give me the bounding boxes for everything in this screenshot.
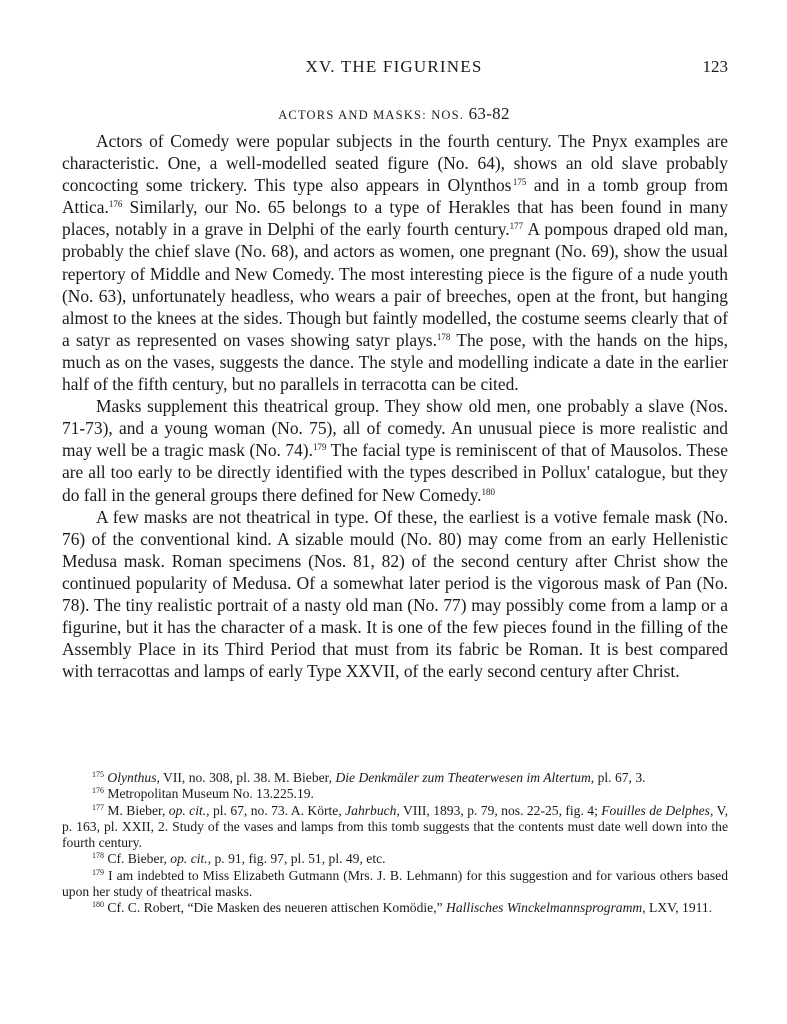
paragraph-1-part-2: and in a tomb group from Attica. [62,175,728,218]
paragraph-1-part-5: The pose, with the hands on the hips, much as on the vases, suggests the dance. The style and modelling indicate a date in the earlier half of the fifth century, but no parallels in terracotta can be cited. [62,329,728,395]
footnote-ref-177: 177 [509,221,524,232]
footnote-number: 175 [92,770,104,779]
footnote-text: Cf. C. Robert, “Die Masken des neueren attischen Komödie,” [107,900,447,916]
footnote-ref-180: 180 [481,486,495,497]
paragraph-1-part-4: A pompous draped old man, probably the chief slave (No. 68), and actors as women, one pregnant (No. 69), show the usual repertory of Middle and New Comedy. The most interesting piece is the figure of a nude youth (No. 63), unfortunately headless, who wears a pair of breeches, open at the front, but hanging almost to the knees at the sides. Though but faintly modelled, the costume seems clearly that of a satyr as represented on vases showing satyr plays. [62,219,728,350]
footnote-italic: Hallisches Winckelmannsprogramm [446,900,643,916]
footnote-175 [62,770,728,786]
footnote-ref-175: 175 [512,177,527,188]
footnote-number: 176 [92,786,104,796]
footnote-text: I am indebted to Miss Elizabeth Gutmann (Mrs. J. B. Lehmann) for this suggestion and for various others based upon her study of theatrical masks. [62,867,728,900]
footnote-ref-176: 176 [108,199,123,210]
footnote-text: , VII, no. 308, pl. 38. M. Bieber, [156,770,336,785]
footnote-text: M. Bieber, [107,802,169,818]
footnote-italic: Fouilles de Delphes [601,802,710,818]
footnote-178 [62,851,728,867]
footnote-179 [62,868,728,901]
running-title: XV. THE FIGURINES [305,57,483,76]
footnote-176 [62,786,728,802]
footnote-number: 179 [92,867,104,877]
footnote-italic: Olynthus [107,770,157,785]
footnote-number: 178 [92,851,104,861]
footnote-180 [62,900,728,916]
paragraph-3: A few masks are not theatrical in type. Of these, the earliest is a votive female mask (No. 76) of the conventional kind. A sizable mould (No. 80) may come from an early Hellenistic Medusa mask. Roman specimens (Nos. 81, 82) of the second century after Christ show the continued popularity of Medusa. Of a somewhat later period is the vigorous mask of Pan (No. 78). The tiny realistic portrait of a nasty old man (No. 77) may possibly come from a lamp or a figurine, but it has the character of a mask. It is one of the few pieces found in the filling of the Assembly Place in its Third Period that must from its fabric be Roman. It is best compared with terracottas and lamps of early Type XXVII, of the early second century after Christ. [62,506,728,682]
paragraph-1-part-3: Similarly, our No. 65 belongs to a type of Herakles that has been found in many places, notably in a grave in Delphi of the early fourth century. [62,197,728,240]
footnotes [62,770,728,917]
footnote-italic: op. cit. [168,802,207,818]
section-title-caps: ACTORS AND MASKS: NOS. [278,108,465,122]
footnote-text: , p. 91, fig. 97, pl. 51, pl. 49, etc. [207,851,386,867]
footnote-text: , pl. 67, no. 73. A. Körte, [206,802,346,818]
paragraph-2-part-2: The facial type is reminiscent of that of Mausolos. These are all too early to be directly identified with the types described in Pollux' catalogue, but they do fall in the general groups there defined for New Comedy. [62,440,728,505]
footnote-text: , pl. 67, 3. [590,770,646,785]
footnote-number: 180 [92,900,104,910]
footnote-italic: op. cit. [170,851,208,867]
footnote-177 [62,803,728,852]
section-title [60,104,728,124]
footnote-ref-178: 178 [436,331,451,342]
page-number: 123 [702,57,728,76]
running-head [60,57,728,81]
footnote-text: Cf. Bieber, [107,851,171,867]
paragraph-2-part-1: Masks supplement this theatrical group. They show old men, one probably a slave (Nos. 71-73), and a young woman (No. 75), all of comedy. An unusual piece is more realistic and may well be a tragic mask (No. 74). [62,396,728,461]
section-title-numbers: 63-82 [468,104,510,123]
footnote-italic: Die Denkmäler zum Theaterwesen im Altertum [335,770,591,785]
footnote-ref-179: 179 [312,442,327,453]
paragraph-1-part-1: Actors of Comedy were popular subjects in the fourth century. The Pnyx examples are characteristic. One, a well-modelled seated figure (No. 64), shows an old slave probably concocting some trickery. This type also appears in Olynthos [62,131,728,196]
body-text [62,130,728,682]
footnote-italic: Jahrbuch [345,802,397,818]
footnote-number: 177 [92,802,104,812]
footnote-text: Metropolitan Museum No. 13.225.19. [107,786,314,802]
paragraph-2 [62,395,728,505]
footnote-text: , V, p. 163, pl. XXII, 2. Study of the vases and lamps from this tomb suggests that the contents must date well down into the fourth century. [62,802,728,851]
footnote-text: , VIII, 1893, p. 79, nos. 22-25, fig. 4; [396,802,602,818]
paragraph-1 [62,130,728,395]
footnote-text: , LXV, 1911. [642,900,713,916]
